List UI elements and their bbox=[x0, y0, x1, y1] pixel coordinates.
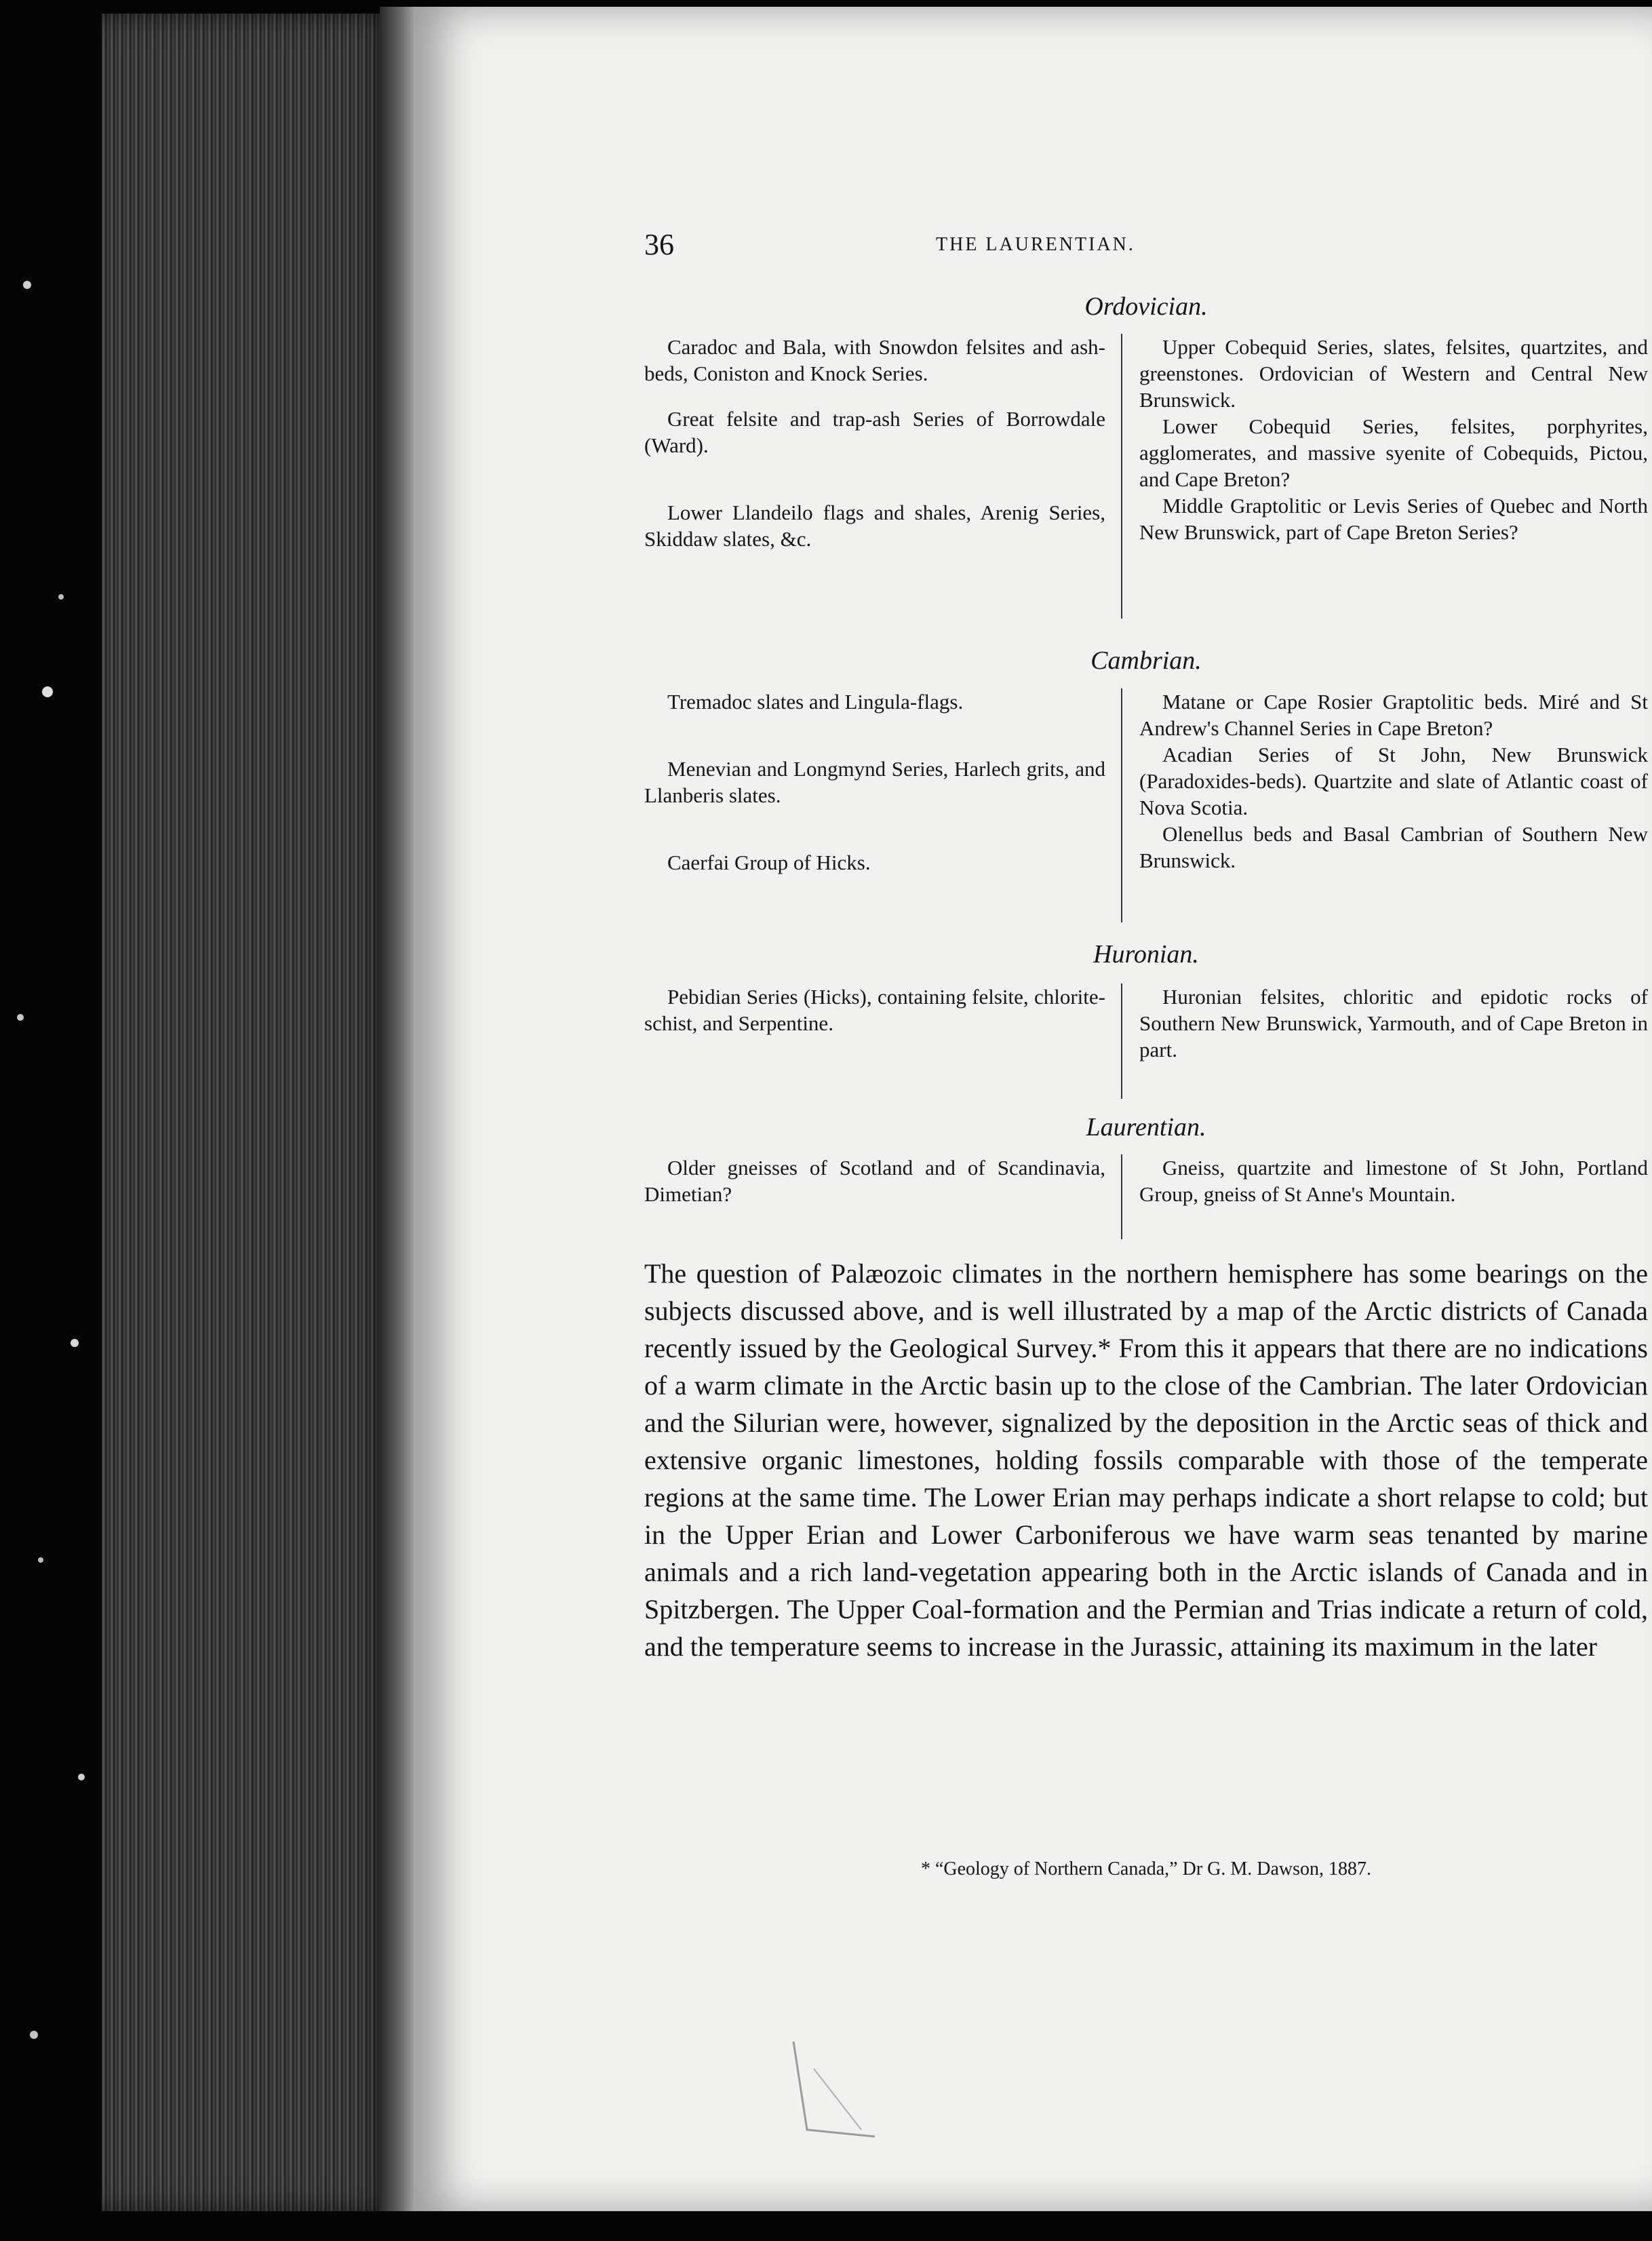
canadian-entry: Middle Graptolitic or Levis Series of Quebec and North New Brunswick, part of Cape Breton Series? bbox=[1139, 494, 1648, 544]
canadian-column bbox=[1139, 1154, 1648, 1207]
british-column bbox=[644, 688, 1105, 876]
running-title: THE LAURENTIAN. bbox=[936, 234, 1135, 255]
canadian-entry: Lower Cobequid Series, felsites, porphyrites, agglomerates, and massive syenite of Cobequids, Pictou, and Cape Breton? bbox=[1139, 414, 1648, 491]
british-column bbox=[644, 334, 1105, 552]
canadian-entry: Olenellus beds and Basal Cambrian of Southern New Brunswick. bbox=[1139, 822, 1648, 872]
running-head bbox=[644, 227, 1648, 261]
british-column bbox=[644, 983, 1105, 1036]
canadian-column bbox=[1139, 334, 1648, 545]
footnote: * “Geology of Northern Canada,” Dr G. M. Dawson, 1887. bbox=[920, 1858, 1372, 1879]
british-entry: Great felsite and trap-ash Series of Borrowdale (Ward). bbox=[644, 407, 1105, 457]
heading-ordovician: Ordovician. bbox=[1084, 292, 1208, 321]
column-rule bbox=[1121, 1154, 1122, 1239]
canadian-entry: Gneiss, quartzite and limestone of St John, Portland Group, gneiss of St Anne's Mountain. bbox=[1139, 1156, 1648, 1206]
correlation-table-huronian bbox=[644, 983, 1648, 1106]
page-number: 36 bbox=[644, 228, 674, 261]
british-entry: Menevian and Longmynd Series, Harlech grits, and Llanberis slates. bbox=[644, 757, 1105, 807]
column-rule bbox=[1121, 334, 1122, 619]
canadian-entry: Upper Cobequid Series, slates, felsites, quartzites, and greenstones. Ordovician of Western and Central New Brunswick. bbox=[1139, 335, 1648, 412]
book-page bbox=[414, 7, 1652, 2211]
heading-cambrian: Cambrian. bbox=[1090, 646, 1202, 675]
canadian-column bbox=[1139, 983, 1648, 1063]
heading-laurentian: Laurentian. bbox=[1086, 1113, 1206, 1142]
correlation-table-cambrian bbox=[644, 688, 1648, 926]
body-paragraph: The question of Palæozoic climates in the northern hemisphere has some bearings on the subjects discussed above, and is well illustrated by a map of the Arctic districts of Canada recently issued by the Geological Survey.* From this it appears that there are no indications of a warm climate in the Arctic basin up to the close of the Cambrian. The later Ordovician and the Silurian were, however, signalized by the deposition in the Arctic seas of thick and extensive organic limestones, holding fossils comparable with those of the temperate regions at the same time. The Lower Erian may perhaps indicate a short relapse to cold; but in the Upper Erian and Lower Carboniferous we have warm seas tenanted by marine animals and a rich land-vegetation appearing both in the Arctic islands of Canada and in Spitzbergen. The Upper Coal-formation and the Permian and Trias indicate a return of cold, and the temperature seems to increase in the Jurassic, attaining its maximum in the later bbox=[644, 1258, 1648, 1662]
british-entry: Caerfai Group of Hicks. bbox=[667, 851, 871, 874]
british-entry: Pebidian Series (Hicks), containing felsite, chlorite-schist, and Serpentine. bbox=[644, 985, 1105, 1035]
heading-huronian: Huronian. bbox=[1093, 940, 1199, 969]
canadian-entry: Huronian felsites, chloritic and epidotic rocks of Southern New Brunswick, Yarmouth, and of Cape Breton in part. bbox=[1139, 985, 1648, 1061]
column-rule bbox=[1121, 688, 1122, 922]
page-corner-fold bbox=[780, 2028, 888, 2143]
british-entry: Lower Llandeilo flags and shales, Arenig Series, Skiddaw slates, &c. bbox=[644, 501, 1105, 551]
column-rule bbox=[1121, 983, 1122, 1099]
british-entry: Older gneisses of Scotland and of Scandinavia, Dimetian? bbox=[644, 1156, 1105, 1206]
canadian-column bbox=[1139, 688, 1648, 874]
british-entry: Tremadoc slates and Lingula-flags. bbox=[667, 690, 964, 714]
correlation-table-laurentian bbox=[644, 1154, 1648, 1243]
canadian-entry: Matane or Cape Rosier Graptolitic beds. Miré and St Andrew's Channel Series in Cape Breton? bbox=[1139, 690, 1648, 740]
correlation-table-ordovician bbox=[644, 334, 1648, 632]
british-entry: Caradoc and Bala, with Snowdon felsites and ash-beds, Coniston and Knock Series. bbox=[644, 335, 1105, 385]
book-block-edge bbox=[102, 14, 412, 2211]
british-column bbox=[644, 1154, 1105, 1207]
dust-specks bbox=[0, 0, 109, 2241]
canadian-entry: Acadian Series of St John, New Brunswick (Paradoxides-beds). Quartzite and slate of Atlantic coast of Nova Scotia. bbox=[1139, 743, 1648, 819]
